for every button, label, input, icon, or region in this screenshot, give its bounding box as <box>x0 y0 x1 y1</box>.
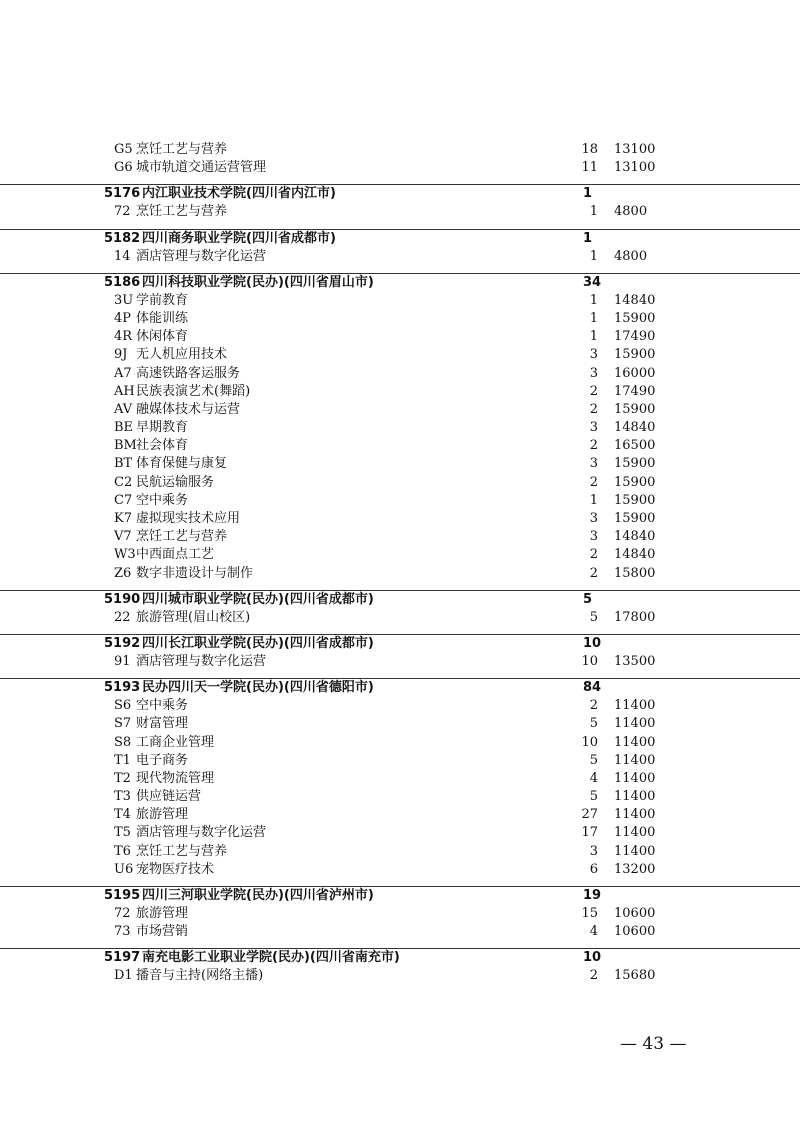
program-row <box>0 365 800 383</box>
school-name: 四川城市职业学院(民办)(四川省成都市) <box>142 591 374 607</box>
school-code: 5193 <box>104 680 141 696</box>
program-code: BE <box>114 420 134 436</box>
school-name: 南充电影工业职业学院(民办)(四川省南充市) <box>142 950 400 966</box>
program-fee: 16000 <box>614 365 656 381</box>
program-code: BT <box>114 456 133 472</box>
school-code: 5186 <box>104 274 141 290</box>
program-name: 融媒体技术与运营 <box>136 401 241 417</box>
program-name: 酒店管理与数字化运营 <box>136 825 267 841</box>
program-count: 4 <box>589 924 598 940</box>
program-code: S8 <box>114 734 132 750</box>
program-code: 73 <box>114 924 131 940</box>
program-code: 9J <box>114 347 128 363</box>
school-total: 19 <box>583 888 602 903</box>
program-fee: 4800 <box>614 248 648 264</box>
program-row <box>0 653 800 671</box>
school-total: 34 <box>583 274 602 290</box>
program-row <box>0 770 800 788</box>
program-row <box>0 292 800 310</box>
program-code: AH <box>114 383 135 399</box>
program-name: 工商企业管理 <box>136 734 215 750</box>
program-row <box>0 510 800 528</box>
program-count: 5 <box>589 752 598 768</box>
school-total: 10 <box>583 950 602 966</box>
program-row <box>0 328 800 346</box>
program-count: 2 <box>589 438 598 454</box>
program-fee: 14840 <box>614 547 656 563</box>
program-fee: 13500 <box>614 653 656 669</box>
school-header <box>0 678 800 697</box>
program-name: 无人机应用技术 <box>136 347 228 363</box>
program-row <box>0 474 800 492</box>
program-code: T3 <box>114 789 131 805</box>
program-fee: 13100 <box>614 142 656 157</box>
program-fee: 11400 <box>614 843 656 859</box>
program-fee: 15900 <box>614 401 656 417</box>
program-count: 2 <box>589 565 598 581</box>
program-fee: 11400 <box>614 807 656 823</box>
program-name: 播音与主持(网络主播) <box>136 968 264 984</box>
school-header <box>0 273 800 292</box>
school-header <box>0 886 800 905</box>
program-name: 烹饪工艺与营养 <box>136 529 228 545</box>
school-code: 5197 <box>104 950 141 966</box>
program-row <box>0 203 800 221</box>
program-name: 城市轨道交通运营管理 <box>136 160 267 176</box>
school-code: 5182 <box>104 230 141 246</box>
program-code: W3 <box>114 547 136 563</box>
page-number: — 43 — <box>620 1034 687 1054</box>
program-name: 烹饪工艺与营养 <box>136 843 228 859</box>
school-total: 5 <box>583 591 593 607</box>
program-count: 1 <box>589 292 598 308</box>
program-code: U6 <box>114 861 134 877</box>
program-count: 3 <box>589 456 598 472</box>
program-fee: 15800 <box>614 565 656 581</box>
program-code: A7 <box>114 365 132 381</box>
program-fee: 15900 <box>614 347 656 363</box>
program-name: 电子商务 <box>136 752 189 768</box>
program-code: 4P <box>114 310 132 326</box>
school-header <box>0 634 800 653</box>
school-name: 内江职业技术学院(四川省内江市) <box>142 186 336 202</box>
program-count: 27 <box>581 807 598 823</box>
program-fee: 14840 <box>614 529 656 545</box>
program-name: 宠物医疗技术 <box>136 861 215 877</box>
program-row <box>0 697 800 715</box>
program-fee: 11400 <box>614 716 656 732</box>
program-fee: 11400 <box>614 789 656 805</box>
program-name: 酒店管理与数字化运营 <box>136 248 267 264</box>
program-fee: 14840 <box>614 420 656 436</box>
program-code: 72 <box>114 906 131 921</box>
program-name: 空中乘务 <box>136 698 189 714</box>
program-row <box>0 565 800 583</box>
program-row <box>0 824 800 842</box>
school-header <box>0 590 800 609</box>
program-count: 3 <box>589 529 598 545</box>
program-count: 6 <box>589 861 598 877</box>
school-total: 10 <box>583 635 602 651</box>
program-fee: 11400 <box>614 698 656 714</box>
program-fee: 17490 <box>614 329 656 345</box>
program-row <box>0 419 800 437</box>
program-name: 空中乘务 <box>136 492 189 508</box>
program-code: D1 <box>114 968 133 984</box>
program-count: 3 <box>589 420 598 436</box>
program-row <box>0 788 800 806</box>
program-count: 15 <box>581 906 598 921</box>
school-name: 四川三河职业学院(民办)(四川省泸州市) <box>142 888 374 903</box>
program-fee: 15900 <box>614 456 656 472</box>
program-code: T5 <box>114 825 131 841</box>
program-code: 72 <box>114 204 131 220</box>
program-fee: 4800 <box>614 204 648 220</box>
program-count: 5 <box>589 789 598 805</box>
program-code: S6 <box>114 698 132 714</box>
program-row <box>0 141 800 159</box>
program-name: 旅游管理(眉山校区) <box>136 609 251 625</box>
program-count: 1 <box>589 204 598 220</box>
program-name: 数字非遗设计与制作 <box>136 565 254 581</box>
program-row <box>0 806 800 824</box>
program-fee: 11400 <box>614 770 656 786</box>
program-code: AV <box>114 401 133 417</box>
program-code: Z6 <box>114 565 132 581</box>
program-fee: 13200 <box>614 861 656 877</box>
program-count: 2 <box>589 968 598 984</box>
program-name: 烹饪工艺与营养 <box>136 142 228 157</box>
program-count: 2 <box>589 474 598 490</box>
program-name: 中西面点工艺 <box>136 547 215 563</box>
program-count: 10 <box>581 734 598 750</box>
program-code: 4R <box>114 329 133 345</box>
program-fee: 14840 <box>614 292 656 308</box>
program-count: 3 <box>589 843 598 859</box>
program-count: 1 <box>589 310 598 326</box>
program-count: 1 <box>589 492 598 508</box>
program-count: 3 <box>589 511 598 526</box>
program-fee: 11400 <box>614 825 656 841</box>
program-count: 18 <box>581 142 598 157</box>
program-name: 市场营销 <box>136 924 189 940</box>
program-code: C7 <box>114 492 133 508</box>
program-count: 10 <box>581 653 598 669</box>
program-name: 虚拟现实技术应用 <box>136 511 241 526</box>
program-code: 3U <box>114 292 134 308</box>
program-row <box>0 401 800 419</box>
program-name: 财富管理 <box>136 716 189 732</box>
program-code: T1 <box>114 752 131 768</box>
program-row <box>0 861 800 879</box>
program-code: 91 <box>114 653 131 669</box>
program-fee: 15900 <box>614 492 656 508</box>
program-row <box>0 546 800 564</box>
school-code: 5190 <box>104 591 141 607</box>
school-code: 5176 <box>104 186 141 202</box>
program-row <box>0 923 800 941</box>
school-name: 四川商务职业学院(四川省成都市) <box>142 230 336 246</box>
program-count: 2 <box>589 383 598 399</box>
program-name: 民航运输服务 <box>136 474 215 490</box>
program-row <box>0 528 800 546</box>
program-row <box>0 609 800 627</box>
school-header <box>0 184 800 203</box>
program-count: 2 <box>589 698 598 714</box>
program-count: 5 <box>589 609 598 625</box>
school-code: 5192 <box>104 635 141 651</box>
program-count: 2 <box>589 547 598 563</box>
program-count: 4 <box>589 770 598 786</box>
program-name: 体能训练 <box>136 310 189 326</box>
program-code: 14 <box>114 248 131 264</box>
program-row <box>0 159 800 177</box>
program-row <box>0 905 800 923</box>
program-name: 旅游管理 <box>136 906 189 921</box>
program-count: 1 <box>589 248 598 264</box>
program-code: G6 <box>114 160 133 176</box>
school-header <box>0 948 800 967</box>
program-fee: 17490 <box>614 383 656 399</box>
program-name: 社会体育 <box>136 438 189 454</box>
program-name: 高速铁路客运服务 <box>136 365 241 381</box>
program-count: 11 <box>581 160 598 176</box>
program-code: BM <box>114 438 137 454</box>
program-code: T2 <box>114 770 131 786</box>
school-name: 民办四川天一学院(民办)(四川省德阳市) <box>142 680 374 696</box>
program-code: T4 <box>114 807 131 823</box>
program-code: 22 <box>114 609 131 625</box>
program-code: C2 <box>114 474 133 490</box>
school-total: 1 <box>583 186 593 202</box>
program-row <box>0 843 800 861</box>
school-name: 四川长江职业学院(民办)(四川省成都市) <box>142 635 374 651</box>
program-row <box>0 752 800 770</box>
school-name: 四川科技职业学院(民办)(四川省眉山市) <box>142 274 374 290</box>
program-fee: 10600 <box>614 906 656 921</box>
program-fee: 15900 <box>614 511 656 526</box>
program-code: S7 <box>114 716 132 732</box>
school-total: 1 <box>583 230 593 246</box>
program-row <box>0 967 800 985</box>
program-name: 民族表演艺术(舞蹈) <box>136 383 251 399</box>
program-name: 学前教育 <box>136 292 189 308</box>
program-code: T6 <box>114 843 131 859</box>
program-fee: 17800 <box>614 609 656 625</box>
program-fee: 10600 <box>614 924 656 940</box>
program-fee: 15900 <box>614 474 656 490</box>
program-name: 烹饪工艺与营养 <box>136 204 228 220</box>
program-row <box>0 492 800 510</box>
program-name: 体育保健与康复 <box>136 456 228 472</box>
program-row <box>0 383 800 401</box>
program-row <box>0 455 800 473</box>
program-name: 早期教育 <box>136 420 189 436</box>
program-fee: 15680 <box>614 968 656 984</box>
program-count: 2 <box>589 401 598 417</box>
school-header <box>0 229 800 248</box>
program-fee: 13100 <box>614 160 656 176</box>
program-row <box>0 310 800 328</box>
program-code: V7 <box>114 529 132 545</box>
program-row <box>0 715 800 733</box>
program-row <box>0 248 800 266</box>
program-fee: 11400 <box>614 752 656 768</box>
program-fee: 11400 <box>614 734 656 750</box>
school-code: 5195 <box>104 888 141 903</box>
program-count: 3 <box>589 365 598 381</box>
program-count: 5 <box>589 716 598 732</box>
program-code: G5 <box>114 142 133 157</box>
program-count: 3 <box>589 347 598 363</box>
program-code: K7 <box>114 511 132 526</box>
program-fee: 16500 <box>614 438 656 454</box>
enrollment-table <box>0 141 800 986</box>
program-fee: 15900 <box>614 310 656 326</box>
program-name: 旅游管理 <box>136 807 189 823</box>
program-row <box>0 734 800 752</box>
program-row <box>0 437 800 455</box>
school-total: 84 <box>583 680 602 696</box>
program-name: 现代物流管理 <box>136 770 215 786</box>
program-name: 酒店管理与数字化运营 <box>136 653 267 669</box>
program-row <box>0 346 800 364</box>
program-name: 供应链运营 <box>136 789 202 805</box>
program-count: 17 <box>581 825 598 841</box>
program-name: 休闲体育 <box>136 329 189 345</box>
program-count: 1 <box>589 329 598 345</box>
